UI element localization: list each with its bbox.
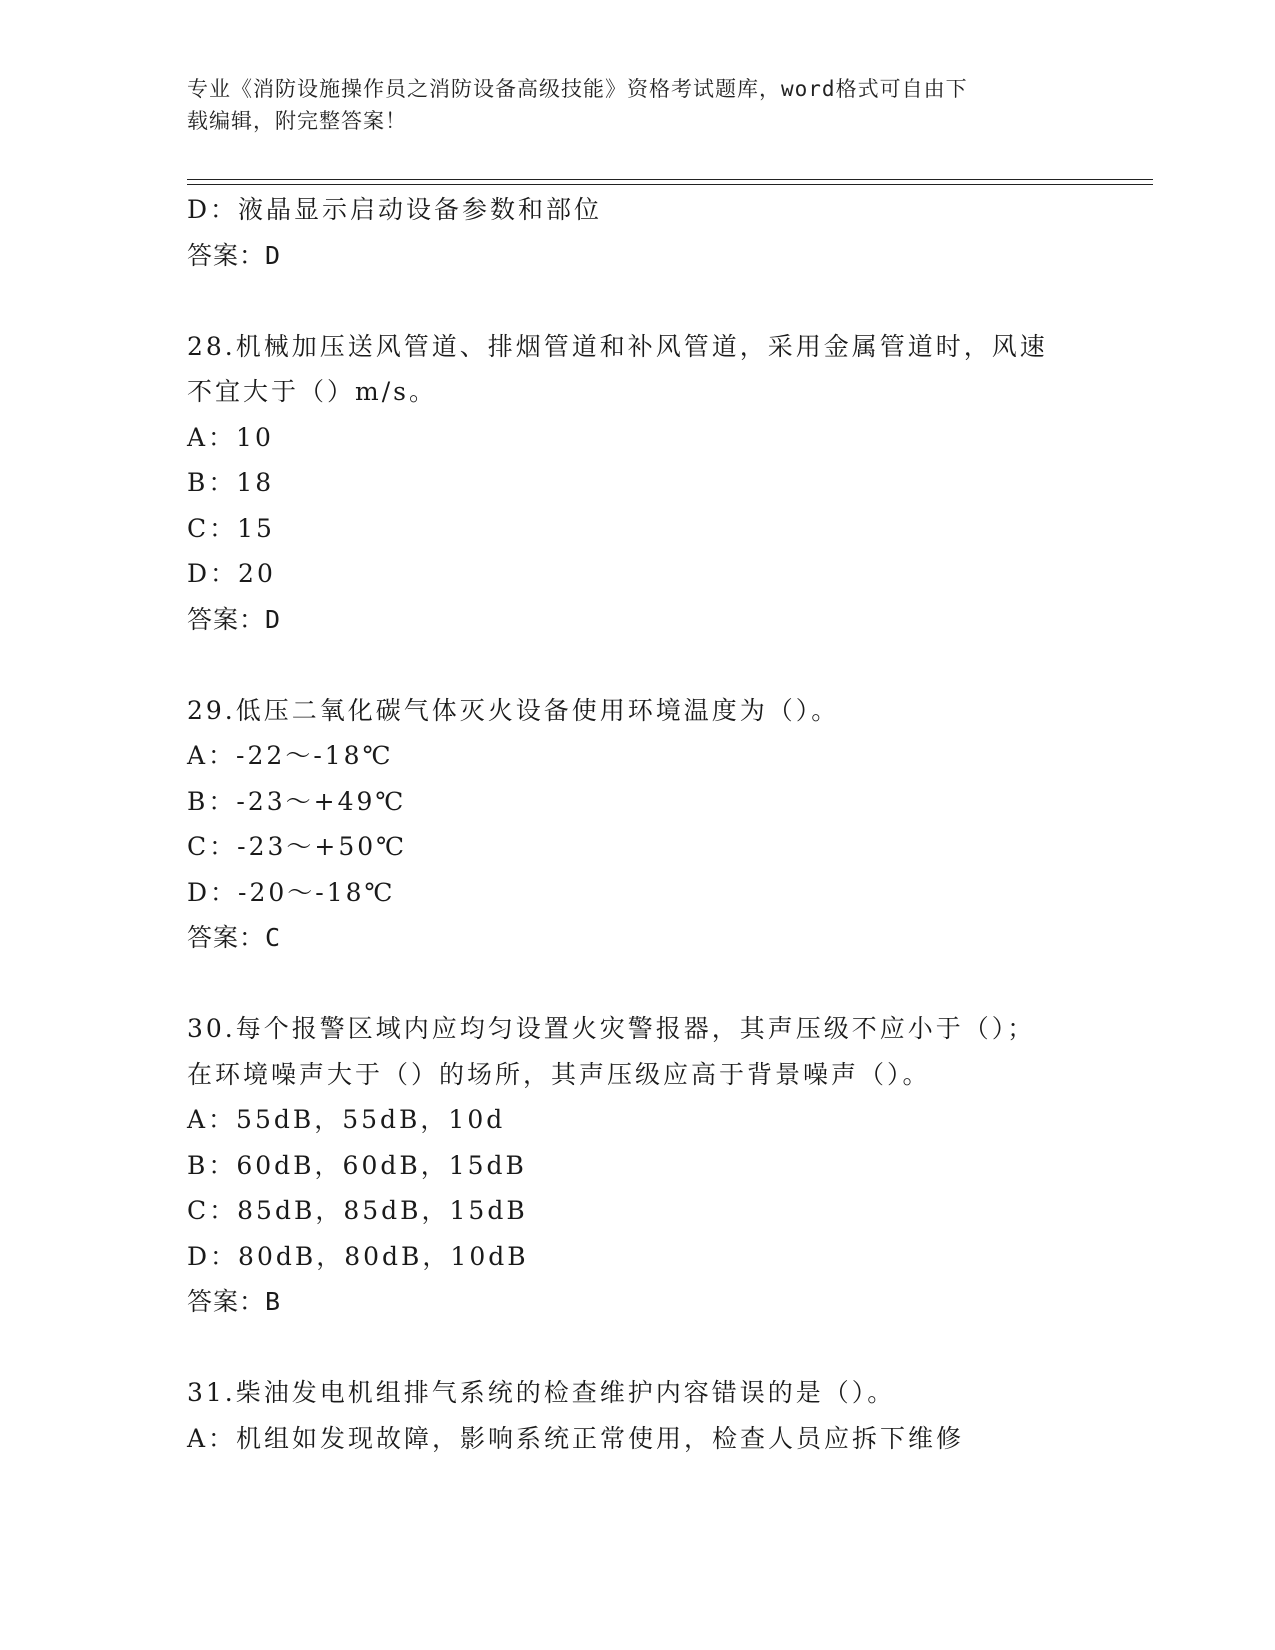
spacer xyxy=(187,1325,1087,1371)
question-31 xyxy=(187,1370,1087,1461)
option-d: D：80dB，80dB，10dB xyxy=(187,1241,529,1271)
option-b: B：18 xyxy=(187,468,275,497)
option-c: C：15 xyxy=(187,513,275,543)
option-a: A：-22～-18℃ xyxy=(187,741,394,770)
spacer xyxy=(187,642,1087,688)
question-list xyxy=(187,187,1087,1461)
header-rule-top xyxy=(187,179,1153,180)
answer: 答案：D xyxy=(187,240,282,270)
header-line-2: 载编辑，附完整答案！ xyxy=(187,109,407,133)
question-stem: 29.低压二氧化碳气体灭火设备使用环境温度为（）。 xyxy=(187,695,840,725)
answer: 答案：D xyxy=(187,604,282,634)
option-c: C：85dB，85dB，15dB xyxy=(187,1196,528,1225)
question-30 xyxy=(187,1006,1087,1325)
option-c: C：-23～+50℃ xyxy=(187,832,408,861)
option-b: B：60dB，60dB，15dB xyxy=(187,1150,527,1180)
question-stem: 在环境噪声大于（）的场所，其声压级应高于背景噪声（）。 xyxy=(187,1059,931,1089)
question-stem: 31.柴油发电机组排气系统的检查维护内容错误的是（）。 xyxy=(187,1378,896,1407)
document-header-note xyxy=(187,73,1067,137)
question-stem: 不宜大于（）m/s。 xyxy=(187,377,437,406)
option-a: A：机组如发现故障，影响系统正常使用，检查人员应拆下维修 xyxy=(187,1423,965,1453)
option-d: D：20 xyxy=(187,559,276,588)
spacer xyxy=(187,278,1087,324)
question-stem: 30.每个报警区域内应均匀设置火灾警报器，其声压级不应小于（）； xyxy=(187,1014,1036,1043)
answer: 答案：C xyxy=(187,923,282,952)
question-fragment xyxy=(187,187,1087,278)
question-29 xyxy=(187,688,1087,961)
answer: 答案：B xyxy=(187,1287,282,1316)
question-stem: 28.机械加压送风管道、排烟管道和补风管道，采用金属管道时，风速 xyxy=(187,331,1048,361)
option-b: B：-23～+49℃ xyxy=(187,786,407,816)
option-a: A：10 xyxy=(187,422,274,452)
header-rule-bottom xyxy=(187,184,1153,185)
header-line-1: 专业《消防设施操作员之消防设备高级技能》资格考试题库，word格式可自由下 xyxy=(187,77,968,101)
question-28 xyxy=(187,324,1087,643)
option-a: A：55dB，55dB，10d xyxy=(187,1105,506,1134)
option-d: D：液晶显示启动设备参数和部位 xyxy=(187,195,603,224)
option-d: D：-20～-18℃ xyxy=(187,877,396,907)
spacer xyxy=(187,961,1087,1007)
